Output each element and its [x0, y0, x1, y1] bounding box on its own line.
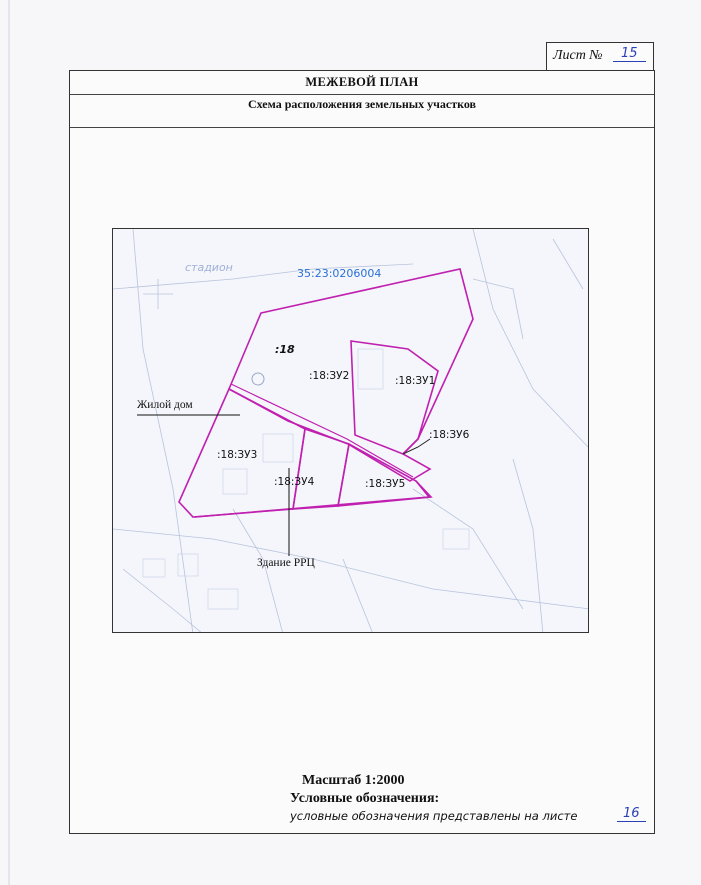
parcel-label-zu3: :18:ЗУ3: [217, 449, 258, 461]
sheet-number: 15: [613, 46, 646, 62]
legend-text: условные обозначения представлены на листе: [290, 809, 578, 823]
sheet-number-box: [546, 42, 654, 70]
callout-building: Здание РРЦ: [257, 557, 315, 569]
parcel-label-existing: :18: [275, 343, 295, 356]
parcel-label-zu4: :18:ЗУ4: [274, 476, 315, 488]
document-subtitle: Схема расположения земельных участков: [70, 95, 654, 128]
sheet-label: Лист №: [553, 48, 603, 63]
cadastral-block-label: 35:23:0206004: [297, 267, 382, 280]
map-scale: Масштаб 1:2000: [302, 773, 405, 788]
legend-sheet-number: 16: [617, 806, 646, 822]
legend-title: Условные обозначения:: [290, 791, 440, 806]
parcel-label-zu1: :18:ЗУ1: [395, 375, 436, 387]
callout-house: Жилой дом: [137, 399, 193, 411]
basemap-lines: [113, 229, 589, 633]
map-scheme: [112, 228, 589, 633]
road-strip: [231, 384, 413, 477]
parcel-label-zu6: :18:ЗУ6: [429, 429, 470, 441]
document-title: МЕЖЕВОЙ ПЛАН: [70, 71, 654, 95]
parcel-label-zu2: :18:ЗУ2: [309, 370, 350, 382]
map-drawing: [113, 229, 589, 633]
parcel-label-zu5: :18:ЗУ5: [365, 478, 406, 490]
basemap-note: стадион: [185, 261, 233, 274]
page-edge: [8, 0, 10, 885]
basemap-marker: [252, 373, 264, 385]
